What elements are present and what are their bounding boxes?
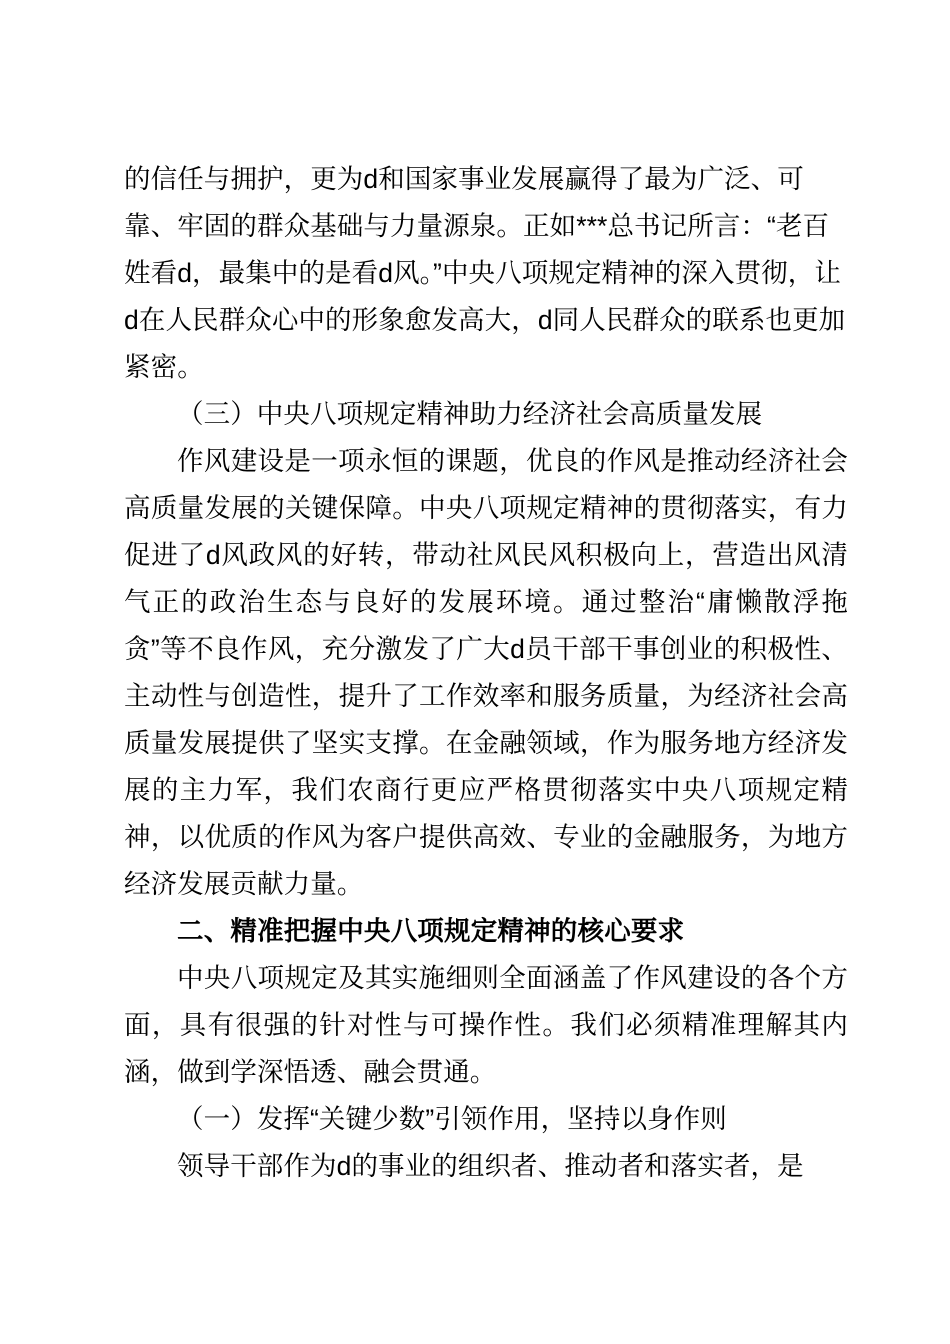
paragraph-core-requirements: 中央八项规定及其实施细则全面涵盖了作风建设的各个方面，具有很强的针对性与可操作性。我们必须精准理解其内涵，做到学深悟透、融会贯通。	[124, 963, 848, 1087]
heading-section-two: 二、精准把握中央八项规定精神的核心要求	[177, 916, 685, 946]
paragraph-leading-cadres: 领导干部作为d的事业的组织者、推动者和落实者，是	[177, 1151, 804, 1181]
paragraph-work-style-construction: 作风建设是一项永恒的课题，优良的作风是推动经济社会高质量发展的关键保障。中央八项规定精神的贯彻落实，有力促进了d风政风的好转，带动社风民风积极向上，营造出风清气正的政治生态与良好的发展环境。通过整治“庸懒散浮拖贪”等不良作风，充分激发了广大d员干部干事创业的积极性、主动性与创造性，提升了工作效率和服务质量，为经济社会高质量发展提供了坚实支撑。在金融领域，作为服务地方经济发展的主力军，我们农商行更应严格贯彻落实中央八项规定精神，以优质的作风为客户提供高效、专业的金融服务，为地方经济发展贡献力量。	[124, 446, 848, 899]
subheading-section-one: （一）发挥“关键少数”引领作用，坚持以身作则	[177, 1104, 727, 1134]
paragraph-continuation: 的信任与拥护，更为d和国家事业发展赢得了最为广泛、可靠、牢固的群众基础与力量源泉。正如***总书记所言：“老百姓看d，最集中的是看d风。”中央八项规定精神的深入贯彻，让d在人民群众心中的形象愈发高大，d同人民群众的联系也更加紧密。	[124, 164, 846, 382]
document-text-body	[124, 156, 848, 1190]
subheading-section-three: （三）中央八项规定精神助力经济社会高质量发展	[177, 399, 763, 429]
